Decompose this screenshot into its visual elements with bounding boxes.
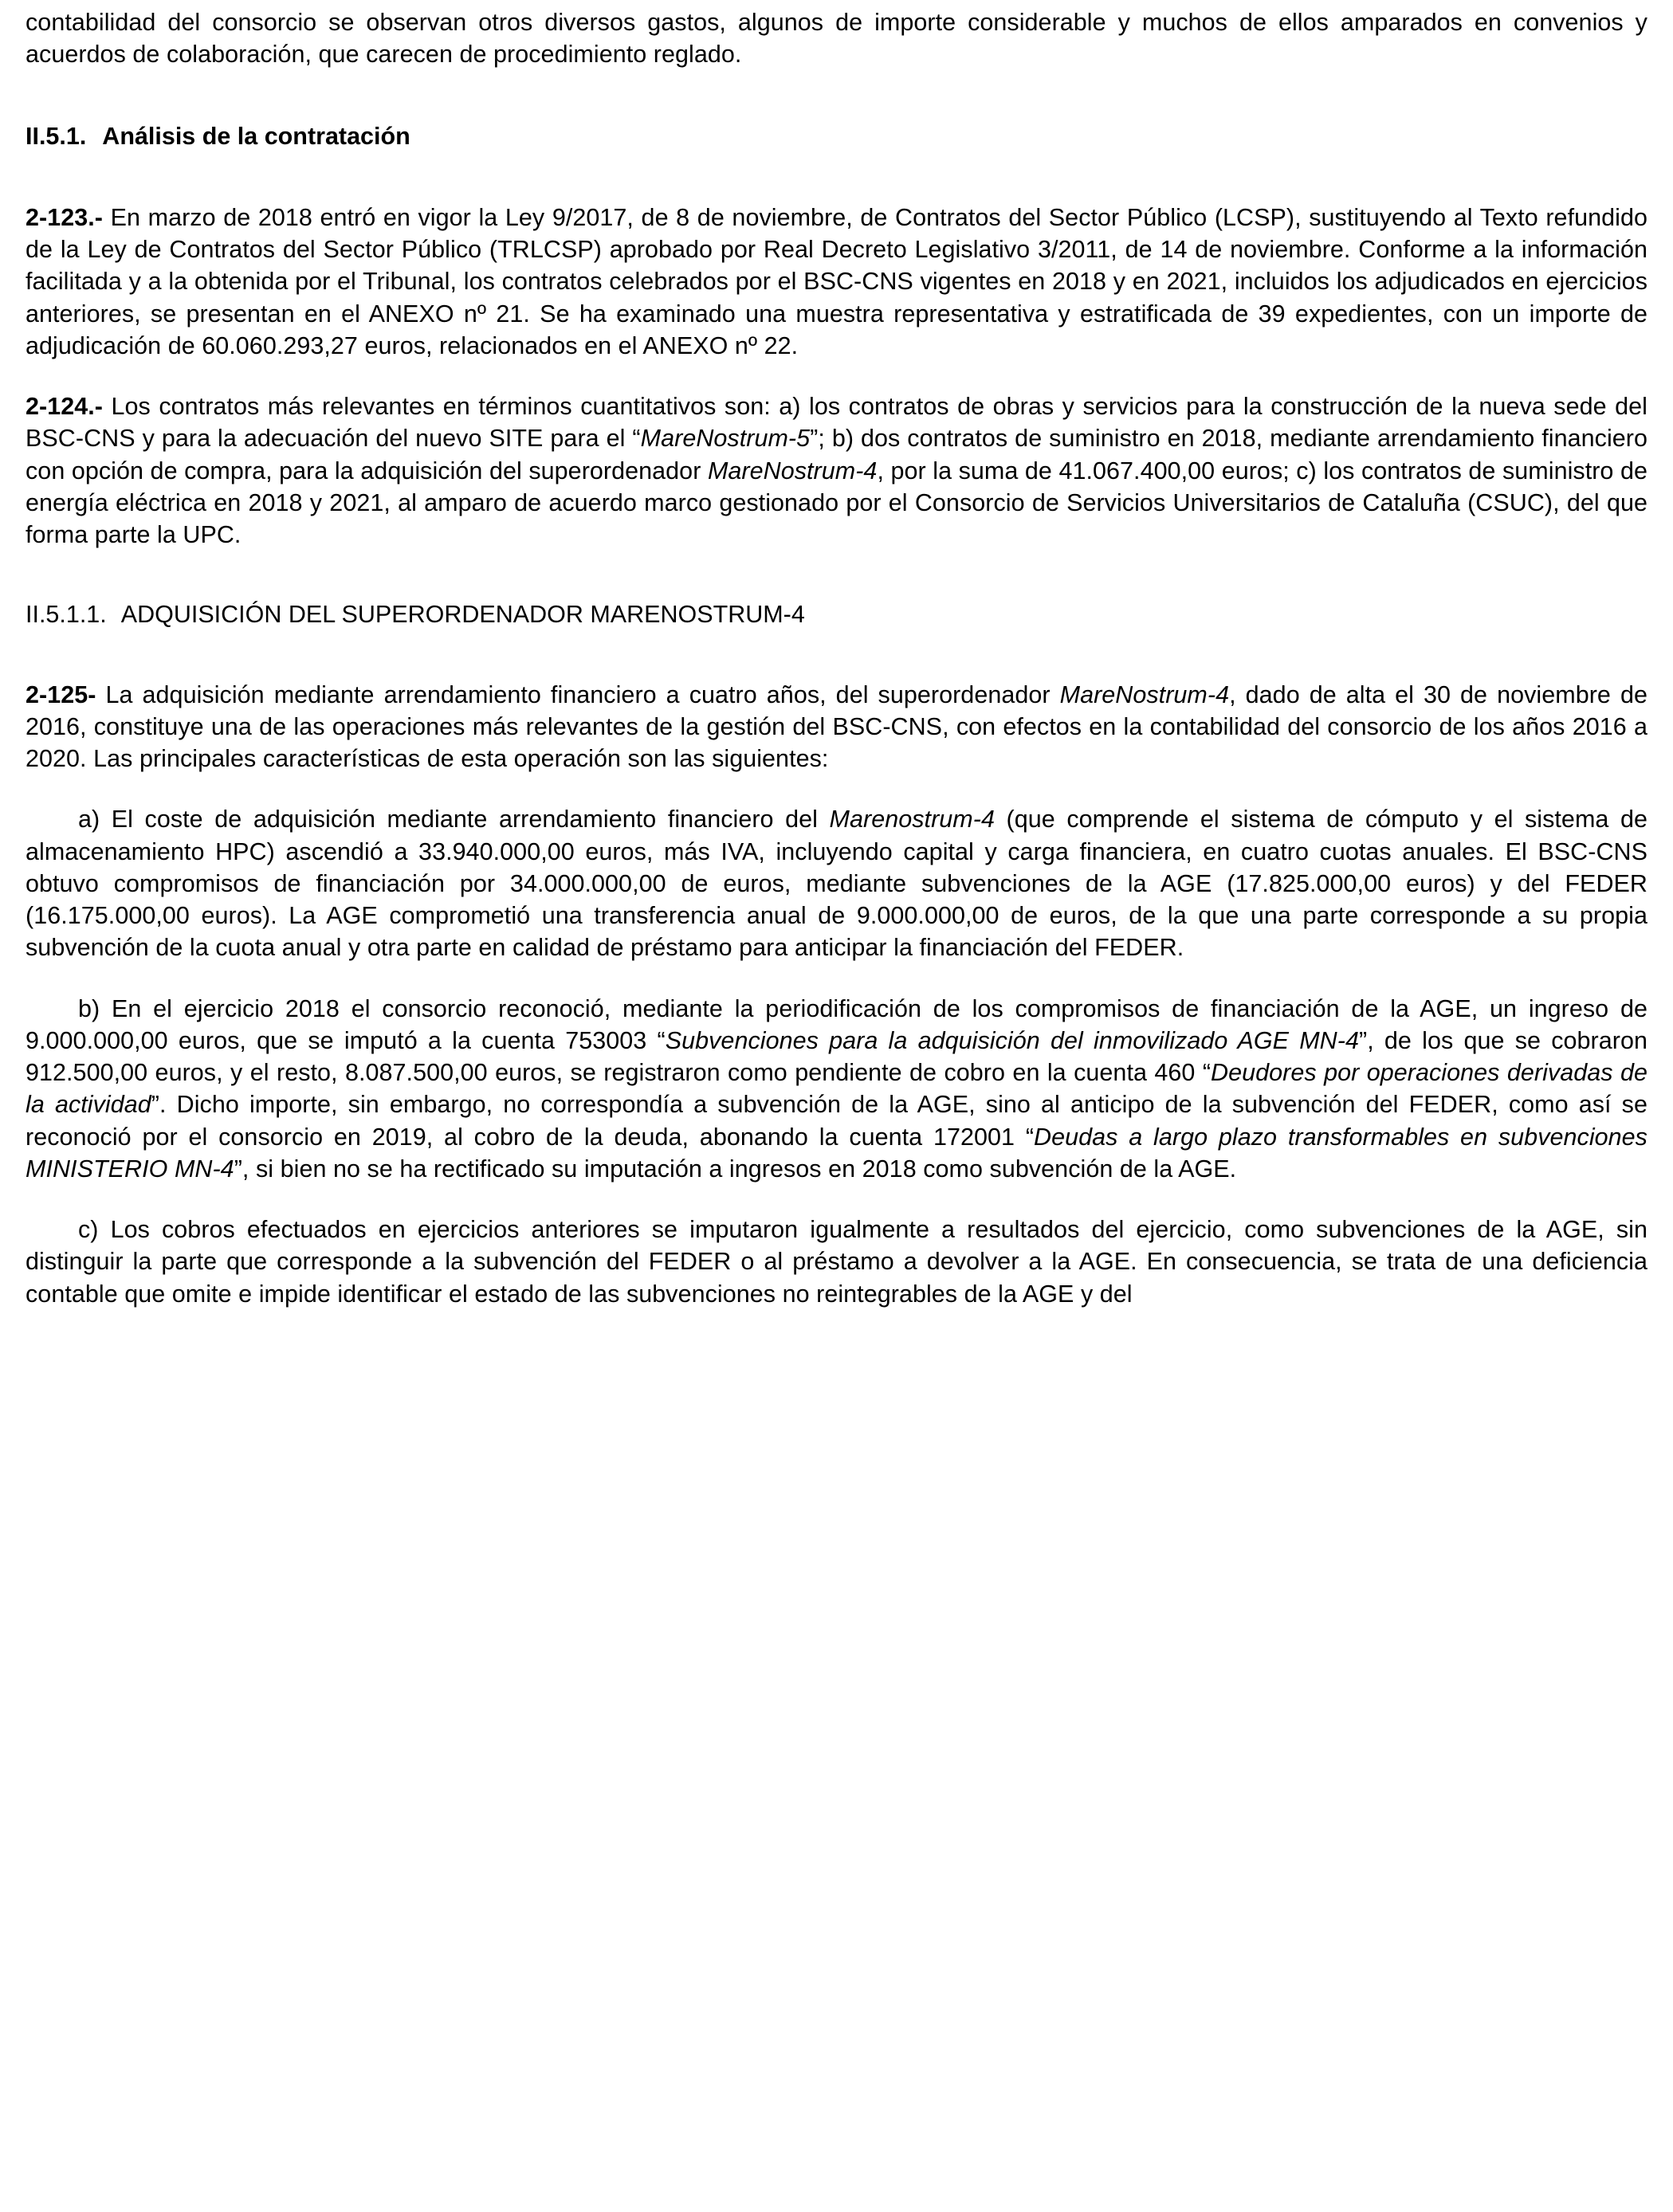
paragraph-2-125 (26, 679, 1647, 775)
list-item-c-text: c) Los cobros efectuados en ejercicios anteriores se imputaron igualmente a resultados del ejercicio, como subvenciones de la AGE, sin distinguir la parte que corresponde a la subvención del FEDER o al préstamo a devolver a la AGE. En consecuencia, se trata de una deficiencia contable que omite e impide identificar el estado de las subvenciones no reintegrables de la AGE y del (26, 1216, 1647, 1308)
spacer-before-heading-2 (26, 551, 1647, 598)
heading-ii-5-1 (26, 120, 1647, 152)
list-item-b-italic-3: Deudas a largo plazo transformables en subvenciones MINISTERIO MN-4 (26, 1123, 1647, 1182)
paragraph-2-124-italic-2: MareNostrum-4 (707, 457, 878, 484)
paragraph-2-123 (26, 202, 1647, 362)
paragraph-2-124-label: 2-124.- (26, 393, 103, 420)
list-item-b-text-2: ”, de los que se cobraron 912.500,00 euros, y el resto, 8.087.500,00 euros, se registraron como pendiente de cobro en la cuenta 460 “ (26, 1026, 1647, 1086)
spacer-before-heading-1 (26, 71, 1647, 120)
continued-paragraph-text: contabilidad del consorcio se observan otros diversos gastos, algunos de importe considerable y muchos de ellos amparados en convenios y acuerdos de colaboración, que carecen de procedimiento reglado. (26, 9, 1647, 69)
continued-paragraph (26, 6, 1647, 71)
list-item-b-text-1: b) En el ejercicio 2018 el consorcio reconoció, mediante la periodificación de los compromisos de financiación de la AGE, un ingreso de 9.000.000,00 euros, que se imputó a la cuenta 753003 “ (26, 994, 1647, 1054)
spacer-after-item-b (26, 1185, 1647, 1214)
list-item-b-text-4: ”, si bien no se ha rectificado su imputación a ingresos en 2018 como subvención de la AGE. (234, 1155, 1237, 1182)
paragraph-2-125-italic-1: MareNostrum-4 (1059, 680, 1230, 708)
heading-ii-5-1-1 (26, 598, 1647, 630)
paragraph-2-125-label: 2-125- (26, 680, 96, 708)
list-item-a-text-2: (que comprende el sistema de cómputo y el sistema de almacenamiento HPC) ascendió a 33.940.000,00 euros, más IVA, incluyendo capital y carga financiera, en cuatro cuotas anuales. El BSC-CNS obtuvo compromisos de financiación por 34.000.000,00 de euros, mediante subvenciones de la AGE (17.825.000,00 euros) y del FEDER (16.175.000,00 euros). La AGE comprometió una transferencia anual de 9.000.000,00 de euros, de la que una parte corresponde a su propia subvención de la cuota anual y otra parte en calidad de préstamo para anticipar la financiación del FEDER. (26, 806, 1647, 962)
spacer-after-item-a (26, 964, 1647, 993)
paragraph-2-124-text-1: Los contratos más relevantes en términos cuantitativos son: a) los contratos de obras y servicios para la construcción de la nueva sede del BSC-CNS y para la adecuación del nuevo SITE para el “ (26, 393, 1647, 453)
paragraph-2-125-text-2: , dado de alta el 30 de noviembre de 2016, constituye una de las operaciones más relevantes de la gestión del BSC-CNS, con efectos en la contabilidad del consorcio de los años 2016 a 2020. Las principales características de esta operación son las siguientes: (26, 680, 1647, 772)
paragraph-2-124-text-3: , por la suma de 41.067.400,00 euros; c) los contratos de suministro de energía eléctrica en 2018 y 2021, al amparo de acuerdo marco gestionado por el Consorcio de Servicios Universitarios de Cataluña (CSUC), del que forma parte la UPC. (26, 457, 1647, 548)
paragraph-2-124 (26, 390, 1647, 551)
paragraph-2-124-text-2: ”; b) dos contratos de suministro en 2018, mediante arrendamiento financiero con opción de compra, para la adquisición del superordenador (26, 425, 1647, 484)
spacer-after-2-123 (26, 362, 1647, 390)
heading-ii-5-1-1-number: II.5.1.1. (26, 601, 107, 629)
paragraph-2-123-text: En marzo de 2018 entró en vigor la Ley 9/2017, de 8 de noviembre, de Contratos del Sector Público (LCSP), sustituyendo al Texto refundido de la Ley de Contratos del Sector Público (TRLCSP) aprobado por Real Decreto Legislativo 3/2011, de 14 de noviembre. Conforme a la información facilitada y a la obtenida por el Tribunal, los contratos celebrados por el BSC-CNS vigentes en 2018 y en 2021, incluidos los adjudicados en ejercicios anteriores, se presentan en el ANEXO nº 21. Se ha examinado una muestra representativa y estratificada de 39 expedientes, con un importe de adjudicación de 60.060.293,27 euros, relacionados en el ANEXO nº 22. (26, 203, 1647, 359)
list-item-b-text-3: ”. Dicho importe, sin embargo, no correspondía a subvención de la AGE, sino al anticipo de la subvención del FEDER, como así se reconoció por el consorcio en 2019, al cobro de la deuda, abonando la cuenta 172001 “ (26, 1091, 1647, 1151)
spacer-after-2-125 (26, 775, 1647, 803)
list-item-a (26, 803, 1647, 963)
heading-ii-5-1-title: Análisis de la contratación (102, 122, 410, 150)
paragraph-2-125-text-1: La adquisición mediante arrendamiento financiero a cuatro años, del superordenador (96, 680, 1060, 708)
list-item-c (26, 1214, 1647, 1310)
list-item-b-italic-1: Subvenciones para la adquisición del inmovilizado AGE MN-4 (665, 1026, 1359, 1054)
heading-ii-5-1-number: II.5.1. (26, 122, 87, 150)
list-item-a-italic-1: Marenostrum-4 (829, 806, 995, 833)
paragraph-2-123-label: 2-123.- (26, 203, 103, 231)
document-body (26, 6, 1647, 1310)
spacer-after-heading-1 (26, 152, 1647, 202)
spacer-after-heading-2 (26, 631, 1647, 679)
list-item-b (26, 993, 1647, 1186)
list-item-a-text-1: a) El coste de adquisición mediante arrendamiento financiero del (78, 806, 830, 833)
list-item-b-italic-2: Deudores por operaciones derivadas de la actividad (26, 1059, 1647, 1119)
heading-ii-5-1-1-title: ADQUISICIÓN DEL SUPERORDENADOR MARENOSTRUM-4 (120, 601, 805, 629)
paragraph-2-124-italic-1: MareNostrum-5 (640, 425, 811, 453)
